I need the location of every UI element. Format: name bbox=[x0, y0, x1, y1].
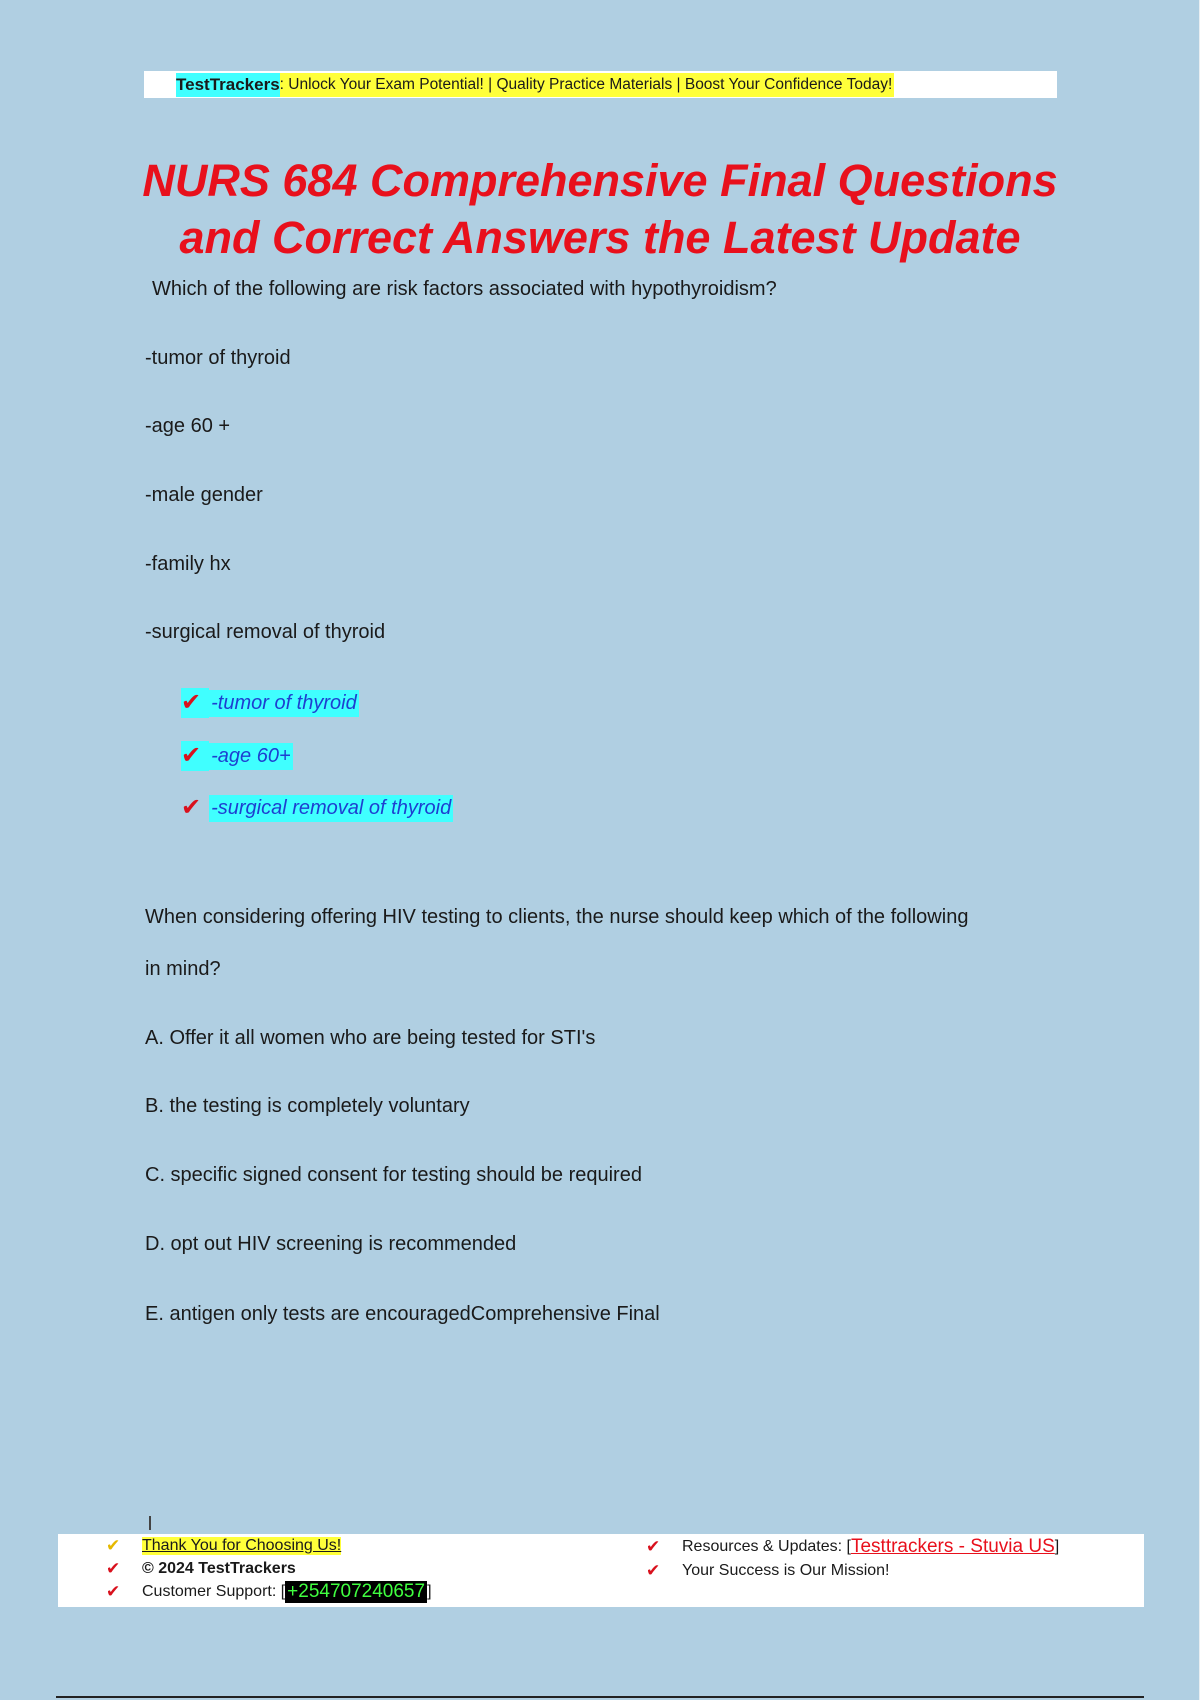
question-1-option: -age 60 + bbox=[145, 415, 231, 437]
answer-label: -tumor of thyroid bbox=[209, 690, 359, 717]
answer-label: -age 60+ bbox=[209, 743, 293, 770]
question-1-option: -tumor of thyroid bbox=[145, 347, 291, 369]
check-mark-icon: ✔ bbox=[106, 1536, 121, 1555]
support-phone[interactable]: +254707240657 bbox=[287, 1581, 426, 1602]
question-2-prompt-line-1: When considering offering HIV testing to clients, the nurse should keep which of the following bbox=[145, 906, 969, 928]
support-label: Customer Support: [ bbox=[142, 1583, 286, 1600]
question-2-option: C. specific signed consent for testing should be required bbox=[145, 1164, 642, 1186]
resources-link[interactable]: Testtrackers - Stuvia US bbox=[850, 1536, 1055, 1557]
footer-support bbox=[106, 1581, 432, 1603]
footer-box bbox=[58, 1534, 1144, 1607]
resources-bracket: ] bbox=[1054, 1538, 1060, 1555]
answer-item bbox=[181, 741, 293, 771]
question-2-option: D. opt out HIV screening is recommended bbox=[145, 1233, 517, 1255]
footer-thank-you bbox=[106, 1536, 341, 1556]
question-2-prompt-line-2: in mind? bbox=[145, 958, 221, 980]
answer-label: -surgical removal of thyroid bbox=[209, 795, 453, 822]
title-line-1: NURS 684 Comprehensive Final Questions bbox=[142, 155, 1058, 206]
check-mark-icon: ✔ bbox=[106, 1582, 121, 1601]
check-mark-icon: ✔ bbox=[181, 794, 202, 821]
question-2-option: B. the testing is completely voluntary bbox=[145, 1095, 470, 1117]
question-2-option: A. Offer it all women who are being tested for STI's bbox=[145, 1027, 596, 1049]
question-1-prompt: Which of the following are risk factors associated with hypothyroidism? bbox=[152, 278, 777, 300]
check-mark-icon: ✔ bbox=[646, 1537, 661, 1556]
footer-rule bbox=[56, 1696, 1144, 1698]
brand-name: TestTrackers bbox=[176, 73, 280, 97]
check-mark-icon: ✔ bbox=[646, 1561, 661, 1580]
footer-copyright bbox=[106, 1559, 296, 1579]
header-banner bbox=[144, 71, 1057, 98]
thank-you-text: Thank You for Choosing Us! bbox=[142, 1537, 342, 1554]
copyright-text: © 2024 TestTrackers bbox=[142, 1560, 296, 1577]
support-bracket: ] bbox=[427, 1583, 432, 1600]
question-1-option: -surgical removal of thyroid bbox=[145, 621, 386, 643]
check-mark-icon: ✔ bbox=[106, 1559, 121, 1578]
title-line-2: and Correct Answers the Latest Update bbox=[179, 212, 1021, 263]
check-mark-icon: ✔ bbox=[181, 688, 209, 718]
question-1-option: -family hx bbox=[145, 553, 231, 575]
footer-resources bbox=[646, 1536, 1059, 1558]
resources-label: Resources & Updates: [ bbox=[682, 1538, 851, 1555]
text-cursor bbox=[149, 1516, 151, 1530]
mission-text: Your Success is Our Mission! bbox=[682, 1562, 890, 1579]
answer-item bbox=[181, 688, 359, 718]
question-1-option: -male gender bbox=[145, 484, 263, 506]
question-2-option: E. antigen only tests are encouragedComprehensive Final bbox=[145, 1303, 660, 1325]
check-mark-icon: ✔ bbox=[181, 741, 209, 771]
banner-tagline: : Unlock Your Exam Potential! | Quality Practice Materials | Boost Your Confidence Today! bbox=[280, 73, 895, 97]
footer-mission bbox=[646, 1561, 889, 1581]
document-title bbox=[100, 152, 1100, 266]
answer-item bbox=[181, 793, 453, 823]
